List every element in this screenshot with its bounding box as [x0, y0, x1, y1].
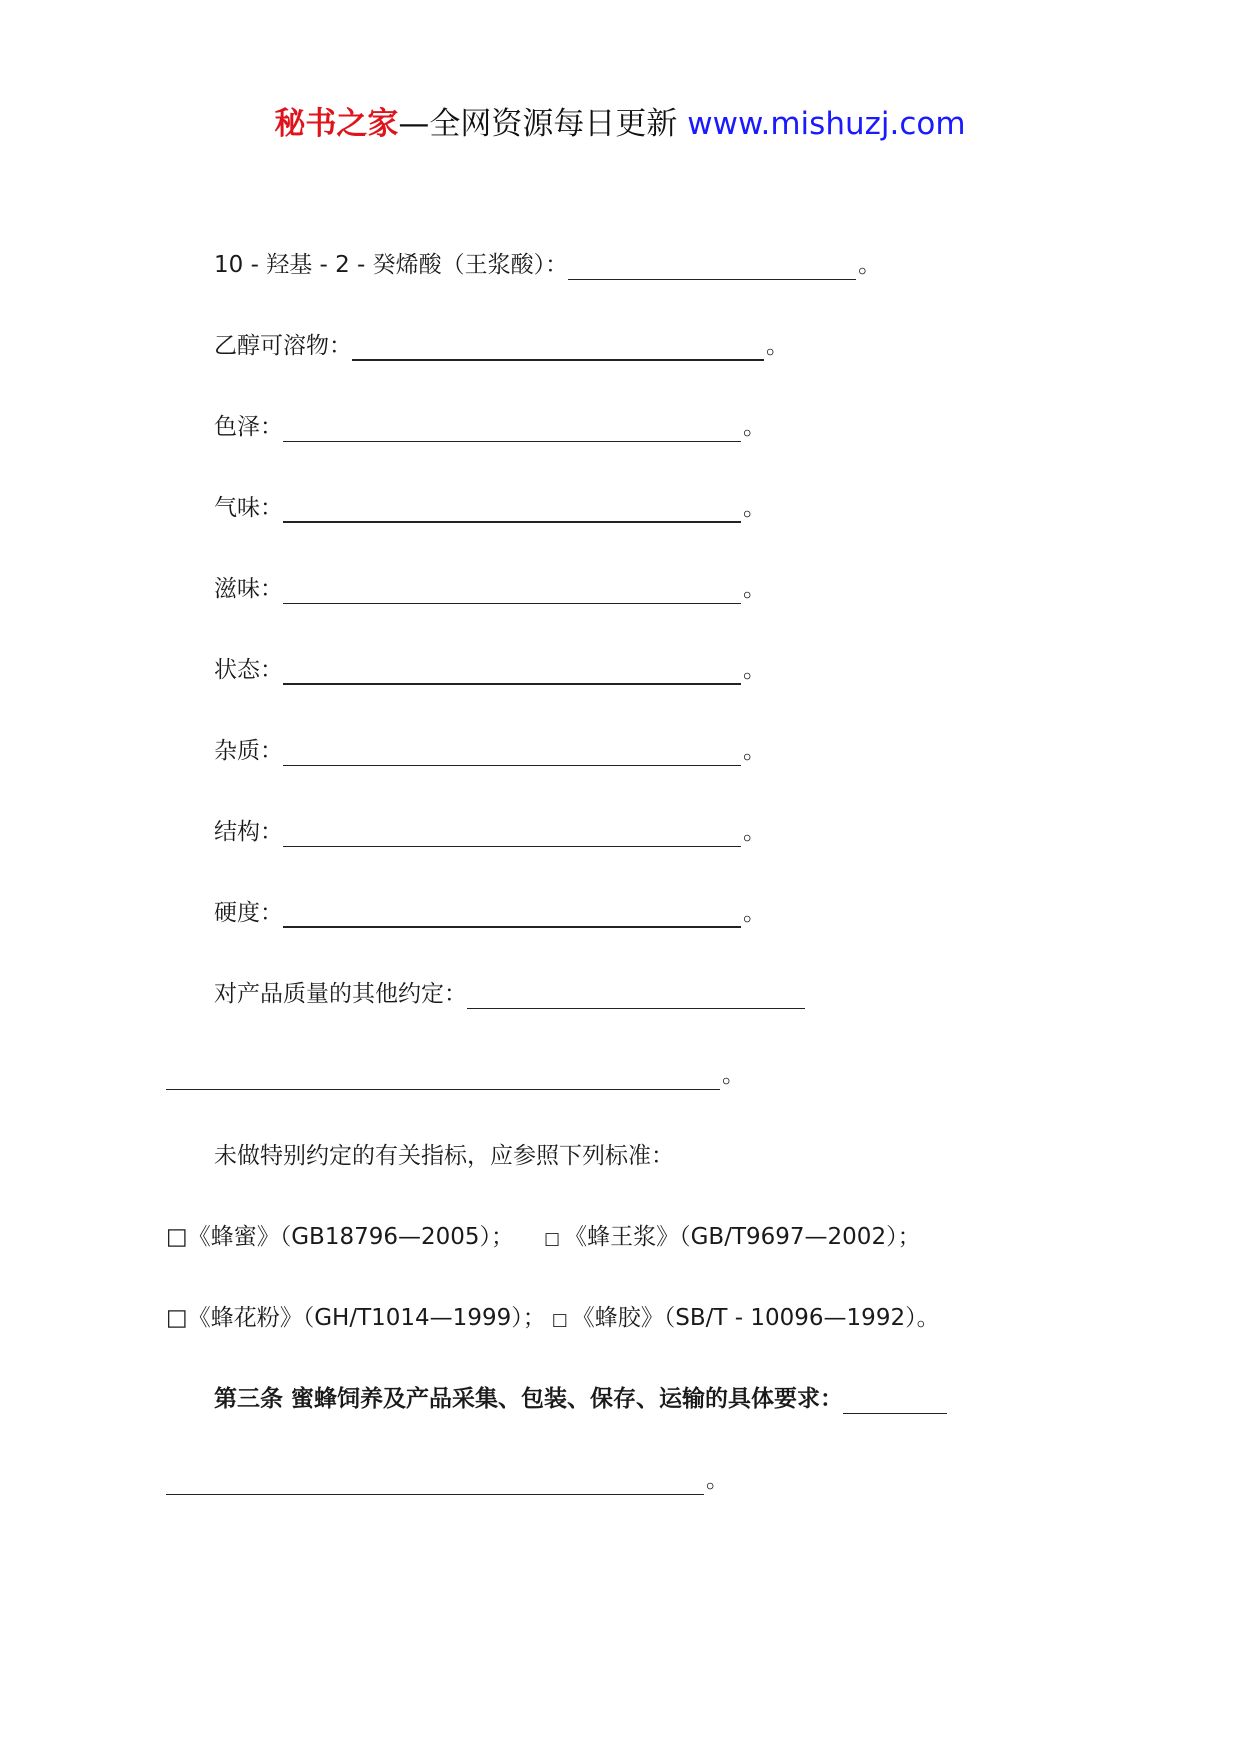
site-url-link[interactable]: www.mishuzj.com	[687, 106, 966, 142]
checkbox-royal-jelly[interactable]: □	[544, 1229, 561, 1249]
article-3-heading: 第三条 蜜蜂饲养及产品采集、包装、保存、运输的具体要求：	[214, 1386, 844, 1412]
standards-row-1	[166, 1215, 921, 1259]
field-label: 气味：	[214, 495, 283, 521]
field-royal-acid: 10 - 羟基 - 2 - 癸烯酸（王浆酸）： 。	[214, 243, 881, 287]
checkbox-honey[interactable]: □	[166, 1224, 188, 1250]
standards-row-2	[166, 1296, 940, 1340]
blank-other-quality[interactable]	[467, 978, 805, 1009]
field-label: 状态：	[214, 657, 283, 683]
standard-royal-jelly: 《蜂王浆》（GB/T9697—2002）；	[564, 1224, 921, 1250]
checkbox-pollen[interactable]: □	[166, 1305, 188, 1331]
field-label: 杂质：	[214, 738, 283, 764]
standard-honey: 《蜂蜜》（GB18796—2005）；	[187, 1224, 515, 1250]
standards-intro: 未做特别约定的有关指标，应参照下列标准：	[214, 1143, 674, 1169]
field-label: 结构：	[214, 819, 283, 845]
site-brand: 秘书之家	[274, 106, 399, 142]
blank-structure[interactable]	[283, 816, 741, 847]
standard-propolis: 《蜂胶》（SB/T - 10096—1992）。	[571, 1305, 940, 1331]
blank-royal-acid[interactable]	[568, 249, 856, 280]
field-smell: 气味： 。	[214, 486, 766, 530]
field-label: 色泽：	[214, 414, 283, 440]
blank-hardness[interactable]	[283, 896, 741, 928]
blank-ethanol[interactable]	[352, 329, 764, 361]
article-3	[214, 1377, 947, 1421]
field-ethanol: 乙醇可溶物： 。	[214, 324, 789, 368]
blank-smell[interactable]	[283, 491, 741, 523]
field-other-quality-cont: 。	[166, 1053, 745, 1097]
field-hardness: 硬度： 。	[214, 891, 766, 935]
field-label: 10 - 羟基 - 2 - 癸烯酸（王浆酸）：	[214, 252, 569, 278]
field-label: 对产品质量的其他约定：	[214, 981, 467, 1007]
blank-taste[interactable]	[283, 573, 741, 604]
page-header	[0, 100, 1240, 148]
field-label: 滋味：	[214, 576, 283, 602]
field-other-quality	[214, 972, 805, 1016]
blank-article-3-cont[interactable]	[166, 1464, 704, 1495]
blank-state[interactable]	[283, 653, 741, 685]
blank-color[interactable]	[283, 411, 741, 442]
site-slogan: —全网资源每日更新	[398, 106, 678, 142]
checkbox-propolis[interactable]: □	[551, 1310, 568, 1330]
field-state: 状态： 。	[214, 648, 766, 692]
field-color: 色泽： 。	[214, 405, 766, 449]
field-impurity: 杂质： 。	[214, 729, 766, 773]
standard-pollen: 《蜂花粉》（GH/T1014—1999）；	[187, 1305, 546, 1331]
field-taste: 滋味： 。	[214, 567, 766, 611]
blank-impurity[interactable]	[283, 735, 741, 766]
field-structure: 结构： 。	[214, 810, 766, 854]
field-label: 乙醇可溶物：	[214, 333, 352, 359]
article-3-cont: 。	[166, 1458, 729, 1502]
field-label: 硬度：	[214, 900, 283, 926]
blank-article-3[interactable]	[843, 1383, 947, 1414]
blank-other-quality-cont[interactable]	[166, 1059, 720, 1090]
